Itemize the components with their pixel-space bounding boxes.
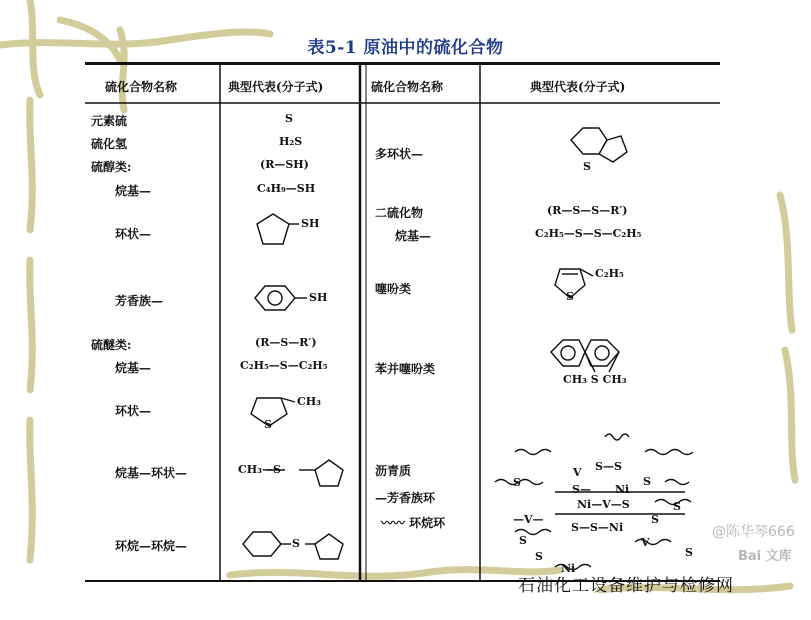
baidu-watermark: Bai 文库: [738, 549, 792, 564]
formula-h2s: H₂S: [279, 135, 303, 148]
name-thiol-aromatic: 芳香族—: [115, 294, 164, 308]
formula-thiophene-c2h5: C₂H₅: [595, 267, 624, 280]
name-thiol-cyclic: 环状—: [115, 227, 152, 241]
formula-rssr: (R—S—S—R′): [547, 204, 628, 217]
footer-brand: 石油化工设备维护与检修网: [518, 576, 734, 596]
formula-cyclic-sh: SH: [301, 217, 320, 230]
asphaltene-s-lower: S: [535, 550, 543, 563]
asphaltene-ni-bottom: Ni: [561, 562, 576, 575]
asphaltene-s-s-top: S—S: [595, 460, 622, 473]
name-sulfides: 硫醚类:: [91, 338, 132, 352]
author-watermark: @陈华琴666: [712, 524, 795, 540]
formula-c2h5ssc2h5: C₂H₅—S—S—C₂H₅: [535, 227, 642, 240]
formula-aromatic-sh: SH: [309, 291, 328, 304]
name-benzothiophenes: 苯并噻吩类: [375, 362, 436, 376]
header-formula-1: 典型代表(分子式): [228, 80, 324, 94]
name-aromatic-ring: —芳香族环: [375, 491, 436, 505]
sulfur-compounds-table: [85, 62, 720, 584]
formula-thiolane-s: S: [264, 418, 272, 431]
table-title: 表5-1 原油中的硫化合物: [307, 38, 504, 58]
name-cycloalkyl-cycloalkyl: 环烷—环烷—: [115, 539, 188, 553]
name-elemental-sulfur: 元素硫: [91, 114, 128, 128]
asphaltene-v-bottom: V: [641, 536, 650, 549]
asphaltene-s-lower-right: S: [685, 546, 693, 559]
name-polycyclic: 多环状—: [375, 147, 424, 161]
asphaltene-v-top: V: [573, 466, 582, 479]
asphaltene-s-left: S: [513, 476, 521, 489]
name-thiol-alkyl: 烷基—: [115, 184, 152, 198]
name-thiols: 硫醇类:: [91, 160, 132, 174]
name-sulfide-alkyl: 烷基—: [115, 361, 152, 375]
asphaltene-ni-v-s: Ni—V—S: [577, 498, 630, 511]
asphaltene-s-s-ni: S—S—Ni: [571, 521, 624, 534]
name-disulfide-alkyl: 烷基—: [395, 229, 432, 243]
header-formula-2: 典型代表(分子式): [530, 80, 626, 94]
asphaltene-s-right: S: [643, 475, 651, 488]
asphaltene-s-dash: S—: [572, 483, 591, 496]
asphaltene-s-mid-right: S: [651, 513, 659, 526]
formula-thiophene-s: S: [566, 290, 574, 303]
name-asphaltenes: 沥青质: [375, 464, 412, 478]
formula-c2h5sc2h5: C₂H₅—S—C₂H₅: [240, 359, 328, 372]
formula-benzothiophane-s: S: [583, 160, 591, 173]
formula-rsh: (R—SH): [260, 158, 309, 171]
formula-c4h9sh: C₄H₉—SH: [257, 182, 316, 195]
formula-bicyclic-s: S: [292, 537, 300, 550]
formula-thiolane-ch3: CH₃: [297, 395, 321, 408]
header-compound-name-1: 硫化合物名称: [105, 80, 178, 94]
formula-dibenzothiophene: CH₃ S CH₃: [563, 373, 627, 386]
formula-s: S: [285, 112, 293, 125]
name-hydrogen-sulfide: 硫化氢: [91, 137, 128, 151]
asphaltene-s-far-right: S: [673, 500, 681, 513]
asphaltene-ni-top: Ni: [615, 483, 630, 496]
name-alkyl-cyclic: 烷基—环状—: [115, 466, 188, 480]
name-sulfide-cyclic: 环状—: [115, 404, 152, 418]
name-thiophenes: 噻吩类: [375, 282, 412, 296]
header-compound-name-2: 硫化合物名称: [371, 80, 444, 94]
name-disulfides: 二硫化物: [375, 206, 424, 220]
asphaltene-v-left: —V—: [513, 513, 544, 526]
formula-rsr: (R—S—R′): [255, 336, 317, 349]
name-naphthenic-ring: 〰〰 环烷环: [381, 516, 446, 530]
asphaltene-s-bottom-left: S: [519, 534, 527, 547]
formula-ch3s: CH₃—S: [238, 463, 281, 476]
